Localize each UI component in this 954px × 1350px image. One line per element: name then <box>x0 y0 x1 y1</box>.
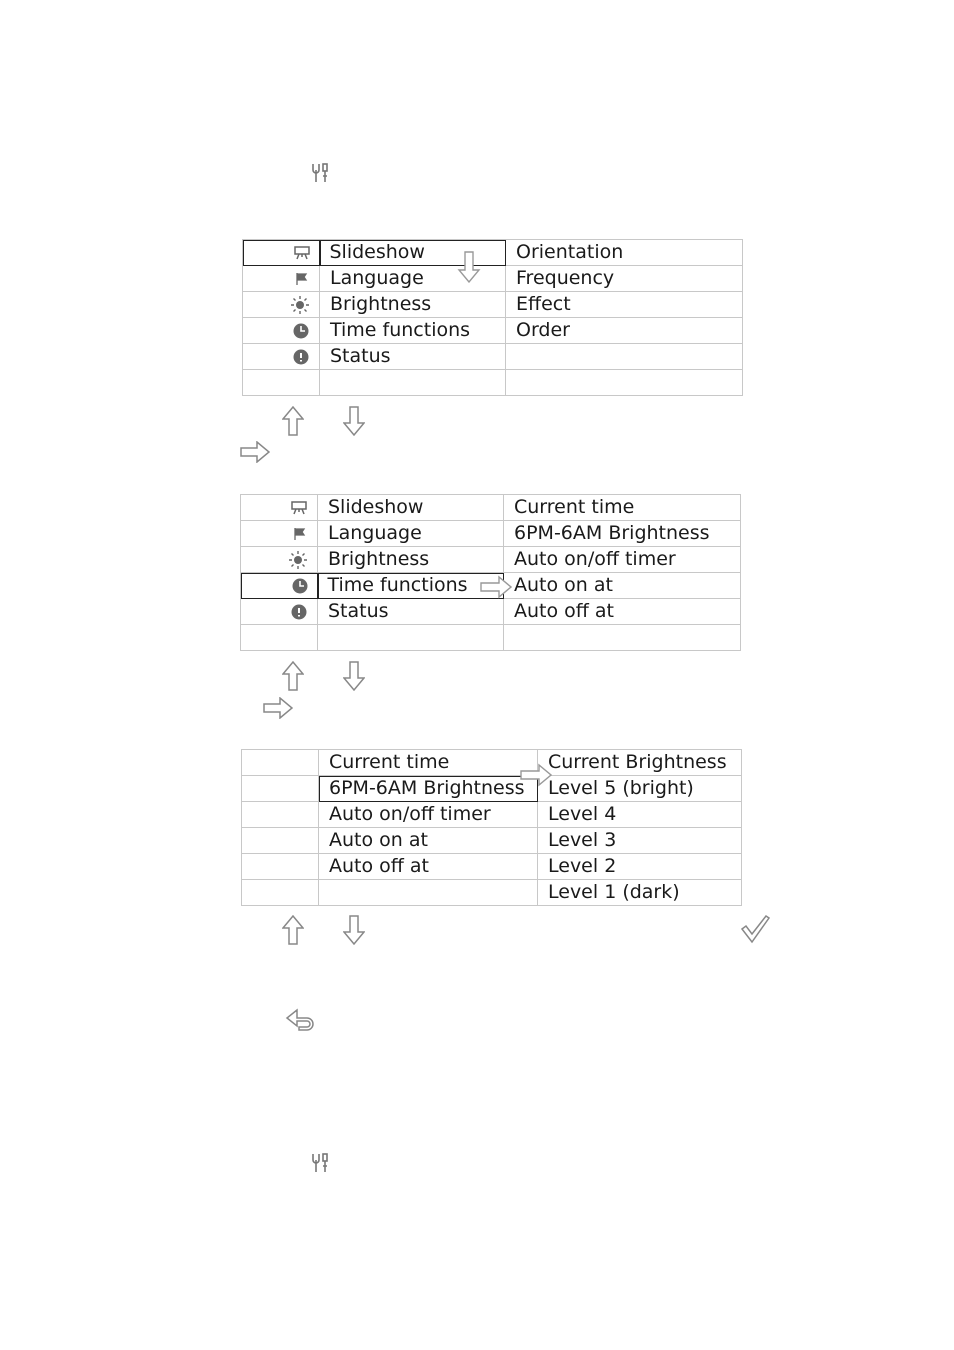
menu-icon-cell <box>241 573 318 599</box>
option-item[interactable]: 6PM-6AM Brightness <box>504 521 741 547</box>
menu-icon-cell <box>241 547 318 573</box>
flag-icon <box>295 272 309 286</box>
settings-icon <box>310 162 332 184</box>
back-icon <box>285 1008 317 1032</box>
menu-item-time-functions[interactable]: Time functions <box>318 573 504 599</box>
option-item[interactable]: Effect <box>506 292 743 318</box>
table-row <box>242 854 742 880</box>
table-row <box>242 802 742 828</box>
down-arrow-icon <box>343 661 365 691</box>
table-row <box>243 266 743 292</box>
right-arrow-icon <box>263 697 293 719</box>
submenu-item-selected[interactable]: 6PM-6AM Brightness <box>319 776 538 802</box>
menu-icon-cell <box>243 266 320 292</box>
menu-item-brightness[interactable]: Brightness <box>320 292 506 318</box>
arrow-right-icon <box>480 575 512 599</box>
brightness-submenu-table <box>241 749 742 906</box>
menu-icon-cell <box>241 521 318 547</box>
menu-icon-cell <box>243 240 320 266</box>
settings-menu-table-2 <box>240 494 741 651</box>
empty-cell <box>241 625 318 651</box>
menu-item-slideshow[interactable]: Slideshow <box>318 495 504 521</box>
menu-icon-cell <box>243 344 320 370</box>
option-item[interactable]: Auto off at <box>504 599 741 625</box>
menu-item-time-functions[interactable]: Time functions <box>320 318 506 344</box>
submenu-item[interactable]: Current time <box>319 750 538 776</box>
table-row <box>241 521 741 547</box>
empty-cell <box>506 370 743 396</box>
option-item[interactable]: Current time <box>504 495 741 521</box>
sun-icon <box>289 551 307 569</box>
down-arrow-icon <box>343 915 365 945</box>
arrow-right-icon <box>520 763 552 787</box>
submenu-item[interactable]: Auto on/off timer <box>319 802 538 828</box>
down-arrow-icon <box>343 406 365 436</box>
empty-cell <box>242 854 319 880</box>
option-item[interactable] <box>506 344 743 370</box>
option-item[interactable]: Current Brightness <box>538 750 742 776</box>
clock-icon <box>292 578 308 594</box>
sun-icon <box>291 296 309 314</box>
table-row <box>242 828 742 854</box>
option-item[interactable]: Level 5 (bright) <box>538 776 742 802</box>
table-row <box>242 750 742 776</box>
submenu-item[interactable]: Auto off at <box>319 854 538 880</box>
table-row <box>243 344 743 370</box>
option-item[interactable]: Orientation <box>506 240 743 266</box>
table-row <box>242 776 742 802</box>
slideshow-icon <box>294 246 310 260</box>
table-row <box>243 318 743 344</box>
info-icon <box>293 349 309 365</box>
option-item[interactable]: Auto on at <box>504 573 741 599</box>
option-item[interactable]: Level 3 <box>538 828 742 854</box>
checkmark-icon <box>740 914 770 944</box>
up-arrow-icon <box>282 915 304 945</box>
empty-cell <box>504 625 741 651</box>
right-arrow-icon <box>240 441 270 463</box>
arrow-down-icon <box>457 251 481 283</box>
menu-icon-cell <box>243 318 320 344</box>
option-item[interactable]: Auto on/off timer <box>504 547 741 573</box>
table-row <box>241 547 741 573</box>
menu-icon-cell <box>241 495 318 521</box>
empty-cell <box>242 776 319 802</box>
table-row <box>241 495 741 521</box>
empty-cell <box>242 802 319 828</box>
table-row <box>243 292 743 318</box>
menu-item-status[interactable]: Status <box>320 344 506 370</box>
flag-icon <box>293 527 307 541</box>
empty-cell <box>242 880 319 906</box>
up-arrow-icon <box>282 406 304 436</box>
table-row <box>242 880 742 906</box>
clock-icon <box>293 323 309 339</box>
table-row <box>243 240 743 266</box>
menu-item-status[interactable]: Status <box>318 599 504 625</box>
menu-icon-cell <box>241 599 318 625</box>
info-icon <box>291 604 307 620</box>
empty-cell <box>243 370 320 396</box>
submenu-item <box>319 880 538 906</box>
menu-item-brightness[interactable]: Brightness <box>318 547 504 573</box>
option-item[interactable]: Level 2 <box>538 854 742 880</box>
submenu-item[interactable]: Auto on at <box>319 828 538 854</box>
menu-item-language[interactable]: Language <box>320 266 506 292</box>
menu-item-slideshow[interactable]: Slideshow <box>320 240 506 266</box>
empty-cell <box>318 625 504 651</box>
up-arrow-icon <box>282 661 304 691</box>
menu-item-language[interactable]: Language <box>318 521 504 547</box>
empty-cell <box>242 750 319 776</box>
option-item[interactable]: Level 1 (dark) <box>538 880 742 906</box>
settings-icon <box>310 1152 332 1174</box>
table-row <box>243 370 743 396</box>
settings-menu-table-1 <box>242 239 743 396</box>
empty-cell <box>242 828 319 854</box>
empty-cell <box>320 370 506 396</box>
table-row <box>241 599 741 625</box>
slideshow-icon <box>291 501 307 515</box>
option-item[interactable]: Frequency <box>506 266 743 292</box>
menu-icon-cell <box>243 292 320 318</box>
option-item[interactable]: Order <box>506 318 743 344</box>
table-row <box>241 625 741 651</box>
option-item[interactable]: Level 4 <box>538 802 742 828</box>
